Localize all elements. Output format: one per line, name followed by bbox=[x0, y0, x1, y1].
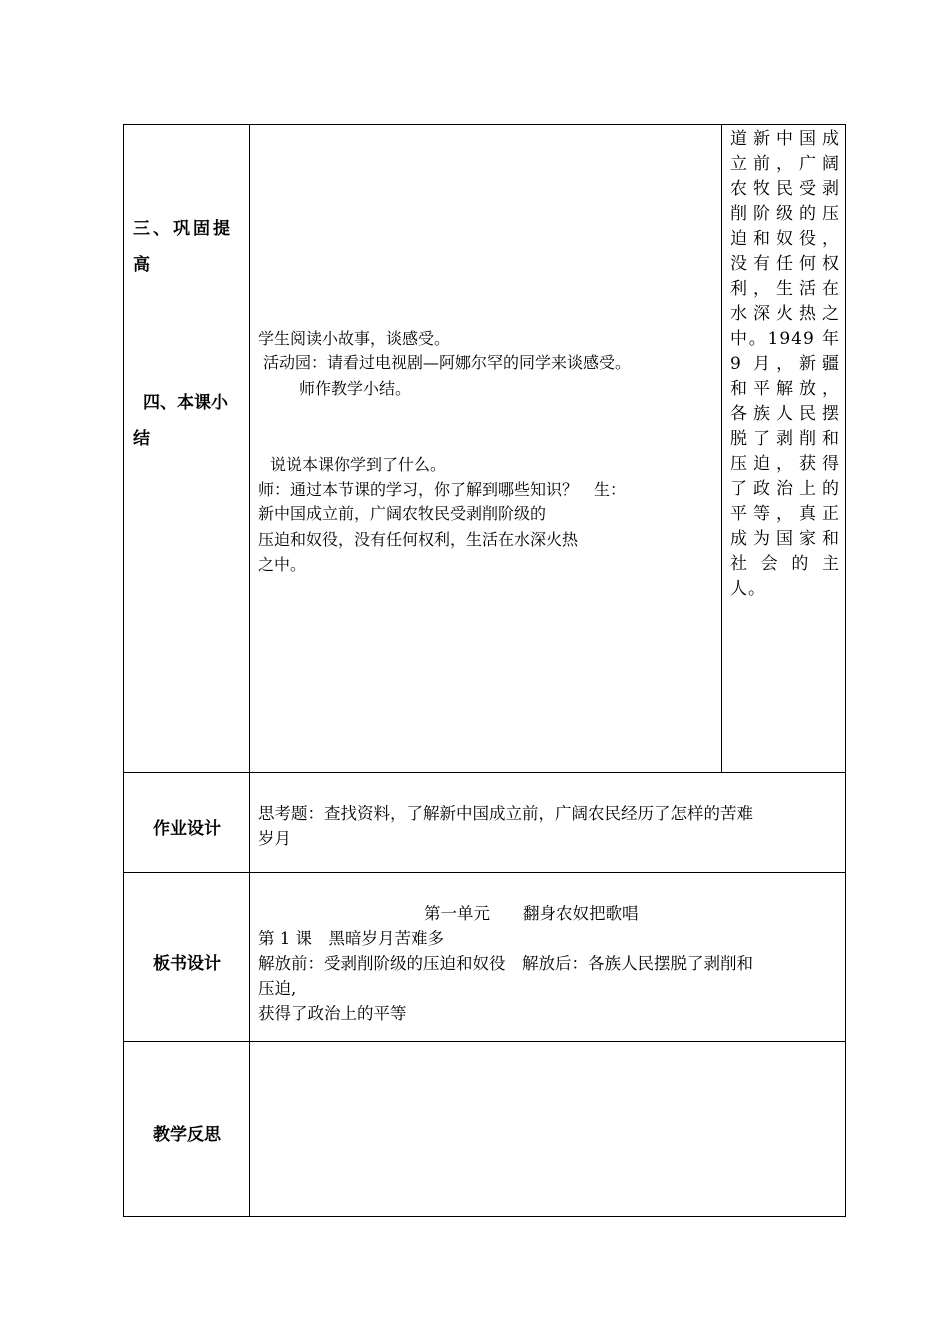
board-line-5: 获得了政治上的平等 bbox=[258, 1004, 407, 1023]
right-line: 道新中国成 bbox=[730, 129, 840, 149]
right-line: 削阶级的压 bbox=[730, 204, 840, 224]
right-line: 平等，真正 bbox=[730, 504, 840, 524]
right-line: 成为国家和 bbox=[730, 529, 840, 549]
consolidate-label-line2: 高 bbox=[133, 255, 150, 275]
right-line: 社会的主 bbox=[730, 554, 840, 574]
homework-label: 作业设计 bbox=[153, 819, 221, 839]
row-divider-1 bbox=[124, 772, 845, 773]
right-line: 了政治上的 bbox=[730, 479, 840, 499]
board-label: 板书设计 bbox=[153, 954, 221, 974]
right-line: 和平解放， bbox=[730, 379, 840, 399]
homework-line-2: 岁月 bbox=[258, 829, 291, 848]
row-divider-2 bbox=[124, 872, 845, 873]
summary-label bbox=[133, 385, 245, 457]
right-line: 人。 bbox=[730, 579, 766, 599]
middle-line-5: 师：通过本节课的学习，你了解到哪些知识？ 生： bbox=[258, 480, 627, 499]
summary-label-line1: 四、本课小 bbox=[143, 393, 228, 413]
right-line: 脱了剥削和 bbox=[730, 429, 840, 449]
middle-line-8: 之中。 bbox=[258, 555, 307, 574]
middle-line-4: 说说本课你学到了什么。 bbox=[270, 455, 447, 474]
right-line: 立前，广阔 bbox=[730, 154, 840, 174]
homework-line-1: 思考题：查找资料，了解新中国成立前，广阔农民经历了怎样的苦难 bbox=[258, 804, 753, 823]
middle-line-3: 师作教学小结。 bbox=[299, 379, 412, 398]
middle-line-1: 学生阅读小故事，谈感受。 bbox=[258, 329, 451, 348]
right-line: 农牧民受剥 bbox=[730, 179, 840, 199]
right-line: 9 月，新疆 bbox=[730, 354, 840, 374]
label-column-divider bbox=[249, 125, 250, 1216]
middle-line-2: 活动园：请看过电视剧—阿娜尔罕的同学来谈感受。 bbox=[263, 353, 632, 372]
board-line-4: 压迫, bbox=[258, 979, 297, 998]
board-lesson: 第 1 课 黑暗岁月苦难多 bbox=[258, 929, 444, 948]
right-line: 水深火热之 bbox=[730, 304, 840, 324]
right-line: 压迫，获得 bbox=[730, 454, 840, 474]
board-line-3: 解放前：受剥削阶级的压迫和奴役 解放后：各族人民摆脱了剥削和 bbox=[258, 954, 753, 973]
middle-line-6: 新中国成立前，广阔农牧民受剥削阶级的 bbox=[258, 504, 547, 523]
summary-label-line2: 结 bbox=[133, 429, 150, 449]
consolidate-label-line1: 三、巩固提 bbox=[133, 219, 233, 239]
lesson-plan-table bbox=[123, 124, 846, 1217]
consolidate-label bbox=[133, 211, 245, 283]
right-column-divider bbox=[721, 125, 722, 772]
row-divider-3 bbox=[124, 1041, 845, 1042]
right-narrow-text bbox=[730, 127, 840, 602]
middle-line-7: 压迫和奴役，没有任何权利，生活在水深火热 bbox=[258, 530, 579, 549]
board-title: 第一单元 翻身农奴把歌唱 bbox=[424, 904, 639, 923]
right-line: 中。1949 年 bbox=[730, 329, 840, 349]
right-line: 迫和奴役， bbox=[730, 229, 840, 249]
reflection-label: 教学反思 bbox=[153, 1125, 221, 1145]
right-line: 没有任何权 bbox=[730, 254, 840, 274]
right-line: 各族人民摆 bbox=[730, 404, 840, 424]
right-line: 利，生活在 bbox=[730, 279, 840, 299]
